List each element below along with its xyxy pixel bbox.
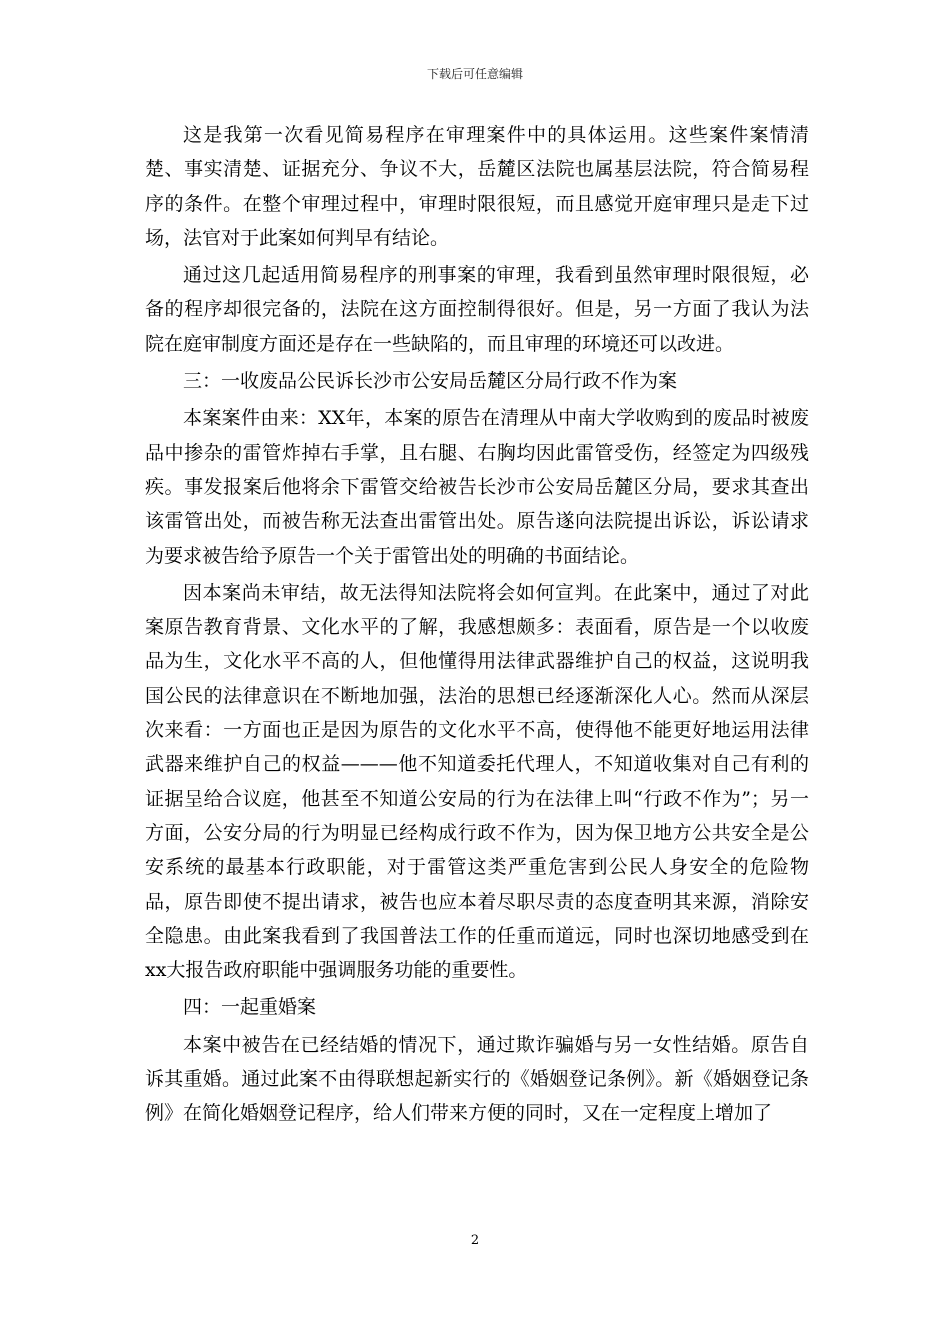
page-header: 下载后可任意编辑 [426,67,523,81]
document-body [145,118,809,1134]
page-number: 2 [470,1233,480,1248]
section-heading-bigamy-case: 四：一起重婚案 [183,996,317,1019]
paragraph-bigamy-case: 本案中被告在已经结婚的情况下，通过欺诈骗婚与另一女性结婚。原告自诉其重婚。通过此案不由得联想起新实行的《婚姻登记条例》。新《婚姻登记条例》在简化婚姻登记程序，给人们带来方便的同时，又在一定程度上增加了 [145,1033,809,1125]
paragraph-simplified-procedure: 这是我第一次看见简易程序在审理案件中的具体运用。这些案件案情清楚、事实清楚、证据充分、争议不大，岳麓区法院也属基层法院，符合简易程序的条件。在整个审理过程中，审理时限很短，而且感觉开庭审理只是走下过场，法官对于此案如何判早有结论。 [145,124,809,249]
section-heading-administrative-case: 三：一收废品公民诉长沙市公安局岳麓区分局行政不作为案 [183,370,678,393]
paragraph-criminal-case-review: 通过这几起适用简易程序的刑事案的审理，我看到虽然审理时限很短，必备的程序却很完备的，法院在这方面控制得很好。但是，另一方面了我认为法院在庭审制度方面还是存在一些缺陷的，而且审理的环境还可以改进。 [145,264,809,355]
paragraph-case-origin: 本案案件由来：XX年，本案的原告在清理从中南大学收购到的废品时被废品中掺杂的雷管炸掉右手掌，且右腿、右胸均因此雷管受伤，经签定为四级残疾。事发报案后他将余下雷管交给被告长沙市公安局岳麓区分局，要求其查出该雷管出处，而被告称无法查出雷管出处。原告遂向法院提出诉讼，诉讼请求为要求被告给予原告一个关于雷管出处的明确的书面结论。 [145,407,809,567]
paragraph-case-reflection: 因本案尚未审结，故无法得知法院将会如何宣判。在此案中，通过了对此案原告教育背景、文化水平的了解，我感想颇多：表面看，原告是一个以收废品为生，文化水平不高的人，但他懂得用法律武器维护自己的权益，这说明我国公民的法律意识在不断地加强，法治的思想已经逐渐深化人心。然而从深层次来看：一方面也正是因为原告的文化水平不高，使得他不能更好地运用法律武器来维护自己的权益———他不知道委托代理人，不知道收集对自己有利的证据呈给合议庭，他甚至不知道公安局的行为在法律上叫“行政不作为”；另一方面，公安分局的行为明显已经构成行政不作为，因为保卫地方公共安全是公安系统的最基本行政职能，对于雷管这类严重危害到公民人身安全的危险物品，原告即使不提出请求，被告也应本着尽职尽责的态度查明其来源，消除安全隐患。由此案我看到了我国普法工作的任重而道远，同时也深切地感受到在xx大报告政府职能中强调服务功能的重要性。 [145,581,809,982]
